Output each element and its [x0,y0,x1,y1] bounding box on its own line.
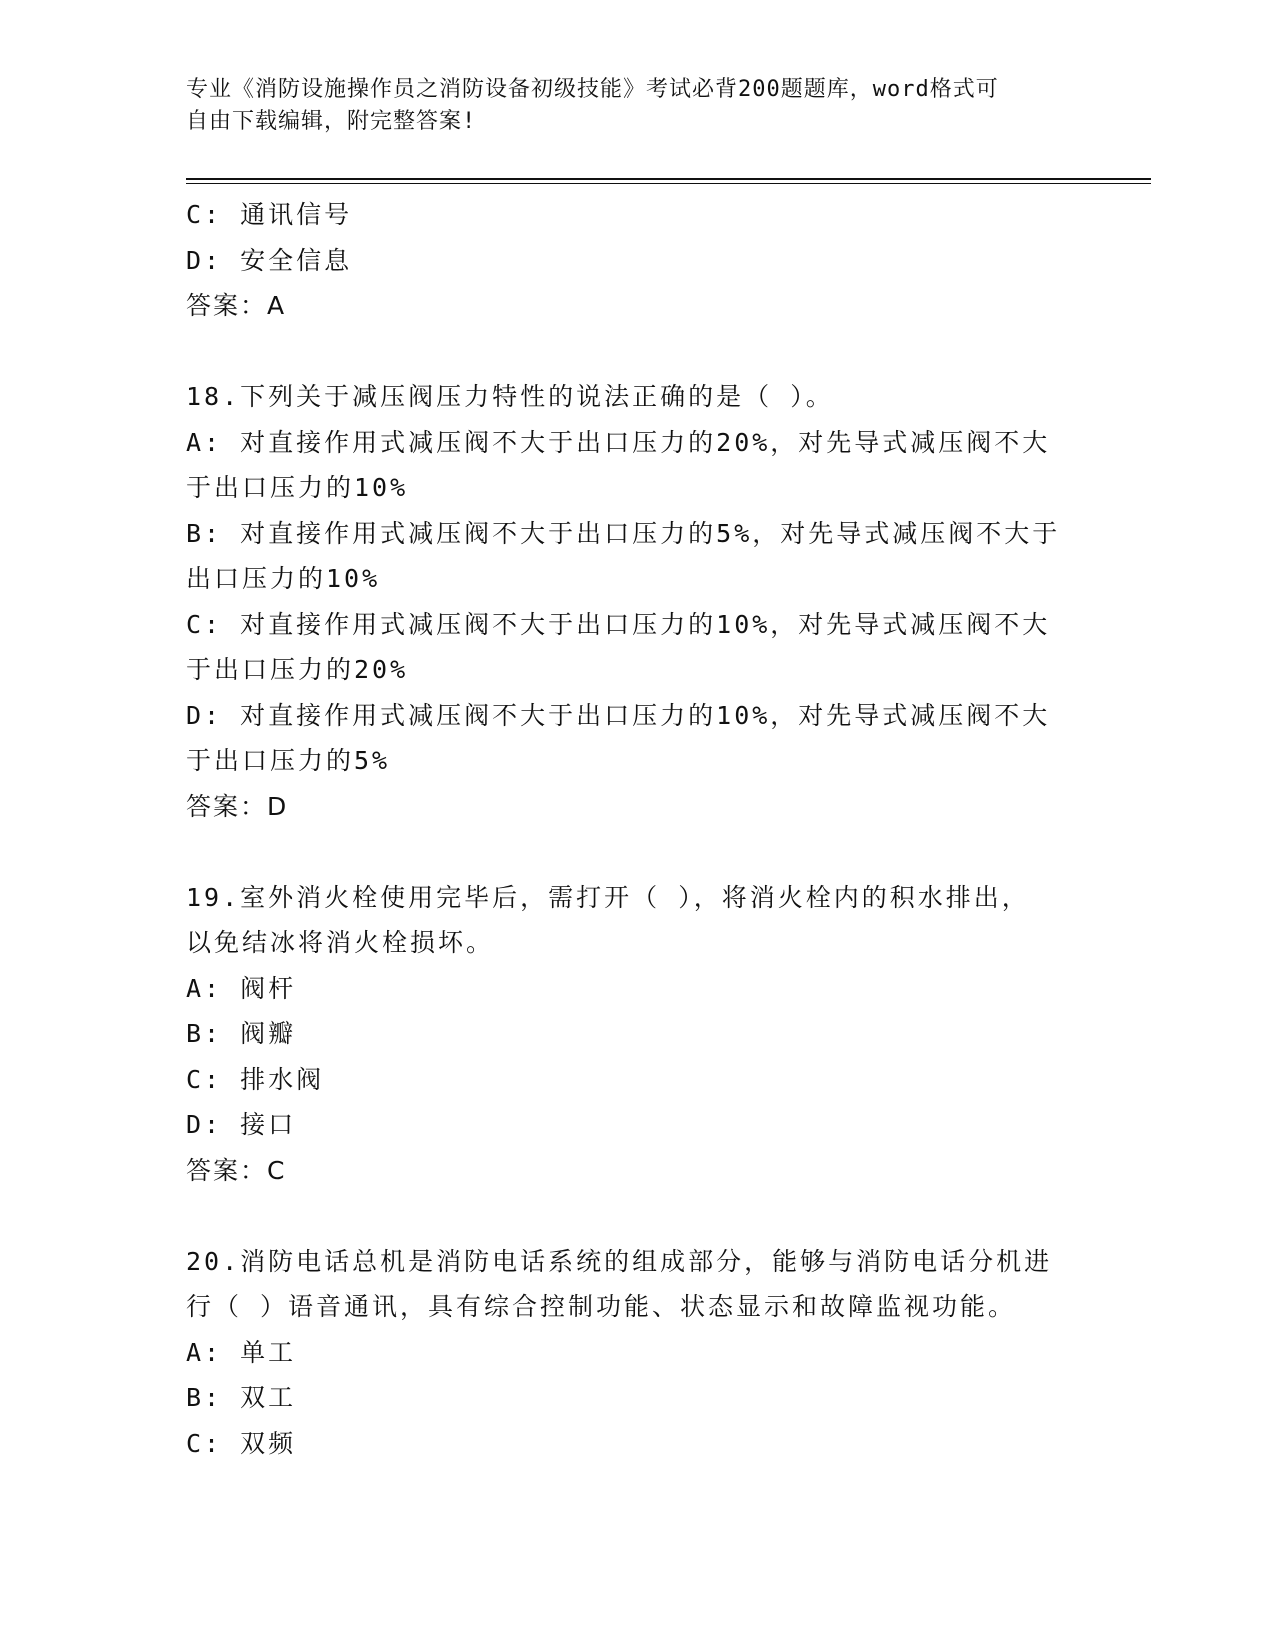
header-divider-thick [186,178,1151,180]
q20-option-c: C: 双频 [186,1428,297,1458]
header-line-2: 自由下载编辑，附完整答案! [186,109,477,134]
question-17 [186,192,1086,329]
q18-option-a-line-1: A: 对直接作用式减压阀不大于出口压力的20%，对先导式减压阀不大 [186,427,1051,457]
q20-stem-line-1: 20.消防电话总机是消防电话系统的组成部分，能够与消防电话分机进 [186,1246,1053,1276]
header-divider-thin [186,183,1151,184]
question-18 [186,374,1086,829]
q18-option-b-line-2: 出口压力的10% [186,564,381,593]
q18-option-d-line-1: D: 对直接作用式减压阀不大于出口压力的10%，对先导式减压阀不大 [186,700,1051,730]
q17-option-d: D: 安全信息 [186,245,353,275]
spacer [186,829,1086,875]
question-20 [186,1239,1086,1467]
document-header [186,74,1066,138]
q19-stem-line-2: 以免结冰将消火栓损坏。 [186,928,495,957]
question-list [186,192,1086,1466]
spacer [186,1193,1086,1239]
q19-stem-line-1: 19.室外消火栓使用完毕后，需打开（ ），将消火栓内的积水排出， [186,882,1030,912]
q18-option-c-line-2: 于出口压力的20% [186,655,409,684]
question-19 [186,875,1086,1194]
q18-option-d-line-2: 于出口压力的5% [186,746,391,775]
q19-answer: 答案：C [186,1155,287,1185]
spacer [186,329,1086,375]
header-line-1: 专业《消防设施操作员之消防设备初级技能》考试必背200题题库，word格式可 [186,77,999,102]
q17-option-c: C: 通讯信号 [186,200,353,229]
q19-option-d: D: 接口 [186,1110,297,1139]
q19-option-c: C: 排水阀 [186,1064,325,1094]
q18-answer: 答案：D [186,791,289,821]
q20-stem-line-2: 行（ ）语音通讯，具有综合控制功能、状态显示和故障监视功能。 [186,1292,1017,1321]
q18-option-b-line-1: B: 对直接作用式减压阀不大于出口压力的5%，对先导式减压阀不大于 [186,518,1061,548]
q20-option-a: A: 单工 [186,1337,297,1367]
q20-option-b: B: 双工 [186,1383,297,1412]
q19-option-b: B: 阀瓣 [186,1019,297,1048]
q18-option-c-line-1: C: 对直接作用式减压阀不大于出口压力的10%，对先导式减压阀不大 [186,609,1051,639]
q17-answer: 答案：A [186,291,287,320]
q18-stem: 18.下列关于减压阀压力特性的说法正确的是（ ）。 [186,382,834,411]
q18-option-a-line-2: 于出口压力的10% [186,473,409,502]
q19-option-a: A: 阀杆 [186,973,297,1003]
